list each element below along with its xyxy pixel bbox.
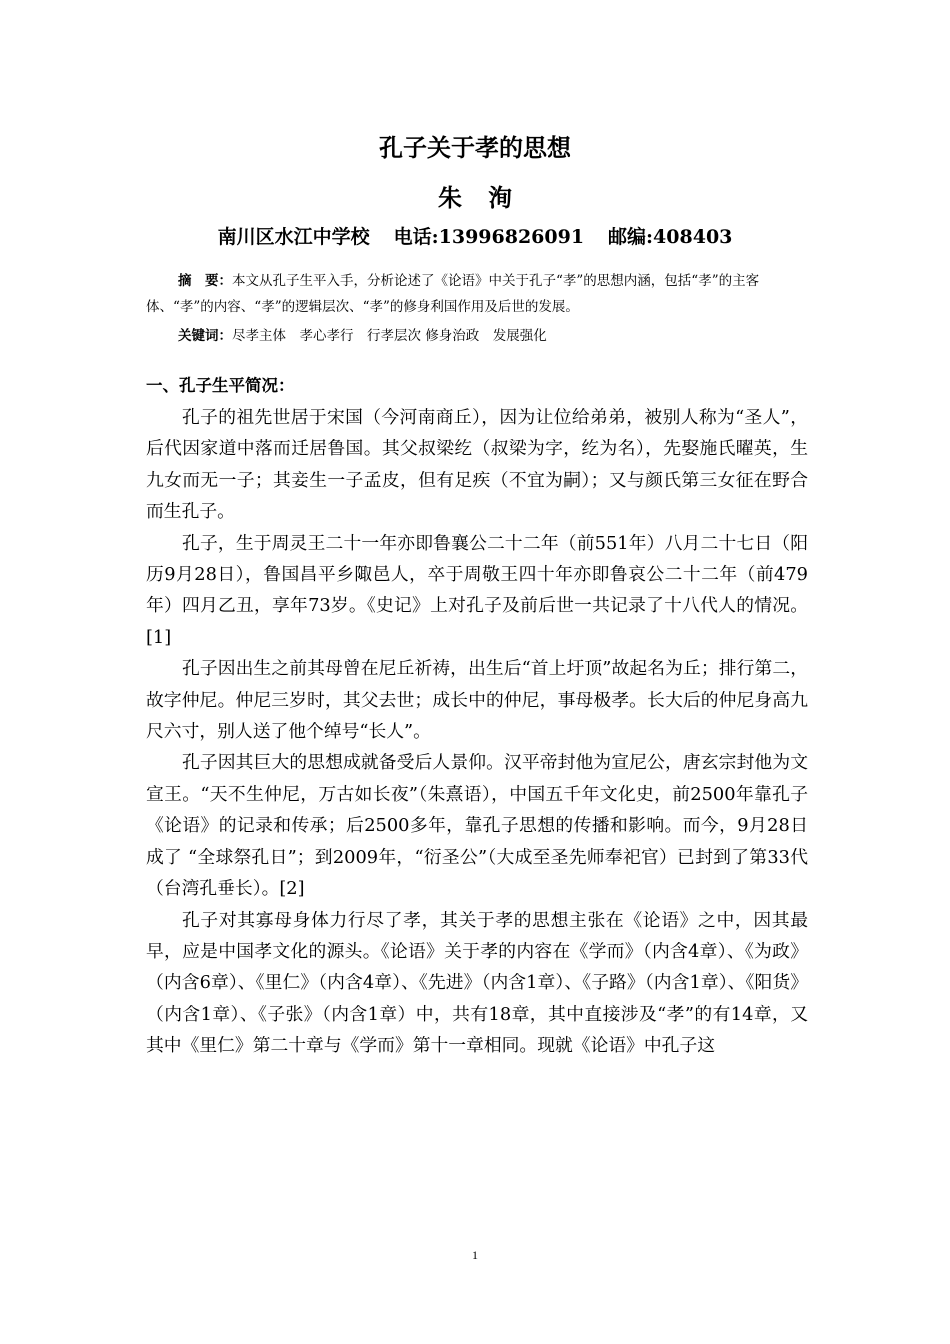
keywords [178,323,818,349]
paragraph: 孔子对其寡母身体力行尽了孝，其关于孝的思想主张在《论语》之中，因其最早，应是中国孝文化的源头。《论语》关于孝的内容在《学而》（内含4章）、《为政》（内含6章）、《里仁》（内含4章）、《先进》（内含1章）、《子路》（内含1章）、《阳货》（内含1章）、《子张》（内含1章）中，共有18章，其中直接涉及“孝”的有14章，又其中《里仁》第二十章与《学而》第十一章相同。现就《论语》中孔子这 [146,909,808,1057]
abstract-label: 摘 要： [178,273,232,289]
paragraph: 孔子因出生之前其母曾在尼丘祈祷，出生后“首上圩顶”故起名为丘；排行第二，故字仲尼。仲尼三岁时，其父去世；成长中的仲尼，事母极孝。长大后的仲尼身高九尺六寸，别人送了他个绰号“长人”。 [146,658,808,743]
paragraph: 孔子的祖先世居于宋国（今河南商丘），因为让位给弟弟，被别人称为“圣人”，后代因家道中落而迁居鲁国。其父叔梁纥（叔梁为字，纥为名），先娶施氏曜英，生九女而无一子；其妾生一子孟皮，但有足疾（不宜为嗣）；又与颜氏第三女征在野合而生孔子。 [146,407,808,523]
phone-number: 电话:13996826091 [393,226,585,248]
keywords-label: 关键词： [178,328,232,344]
paragraph: 孔子因其巨大的思想成就备受后人景仰。汉平帝封他为宣尼公，唐玄宗封他为文宣王。“天不生仲尼，万古如长夜”（朱熹语），中国五千年文化史，前2500年靠孔子《论语》的记录和传承；后2500多年，靠孔子思想的传播和影响。而今，9月28日成了 “全球祭孔日”；到2009年，“衍圣公”（大成至圣先师奉祀官）已封到了第33代（台湾孔垂长）。[2] [146,752,808,900]
paragraph: 孔子，生于周灵王二十一年亦即鲁襄公二十二年（前551年）八月二十七日（阳历9月28日），鲁国昌平乡陬邑人，卒于周敬王四十年亦即鲁哀公二十二年（前479年）四月乙丑，享年73岁。《史记》上对孔子及前后世一共记录了十八代人的情况。[1] [146,532,808,648]
abstract [146,268,810,320]
postcode: 邮编:408403 [608,226,733,248]
school-name: 南川区水江中学校 [217,226,370,248]
keywords-text: 尽孝主体 孝心孝行 行孝层次 修身治政 发展强化 [232,328,547,344]
body-text [146,402,808,1062]
page-number: 1 [472,1248,478,1262]
section-heading: 一、孔子生平简况： [146,376,295,395]
abstract-text: 本文从孔子生平入手，分析论述了《论语》中关于孔子“孝”的思想内涵，包括“孝”的主客体、“孝”的内容、“孝”的逻辑层次、“孝”的修身利国作用及后世的发展。 [146,273,760,315]
author-affiliation [0,222,950,252]
author-name: 朱洵 [438,183,538,212]
document-title: 孔子关于孝的思想 [379,134,571,162]
